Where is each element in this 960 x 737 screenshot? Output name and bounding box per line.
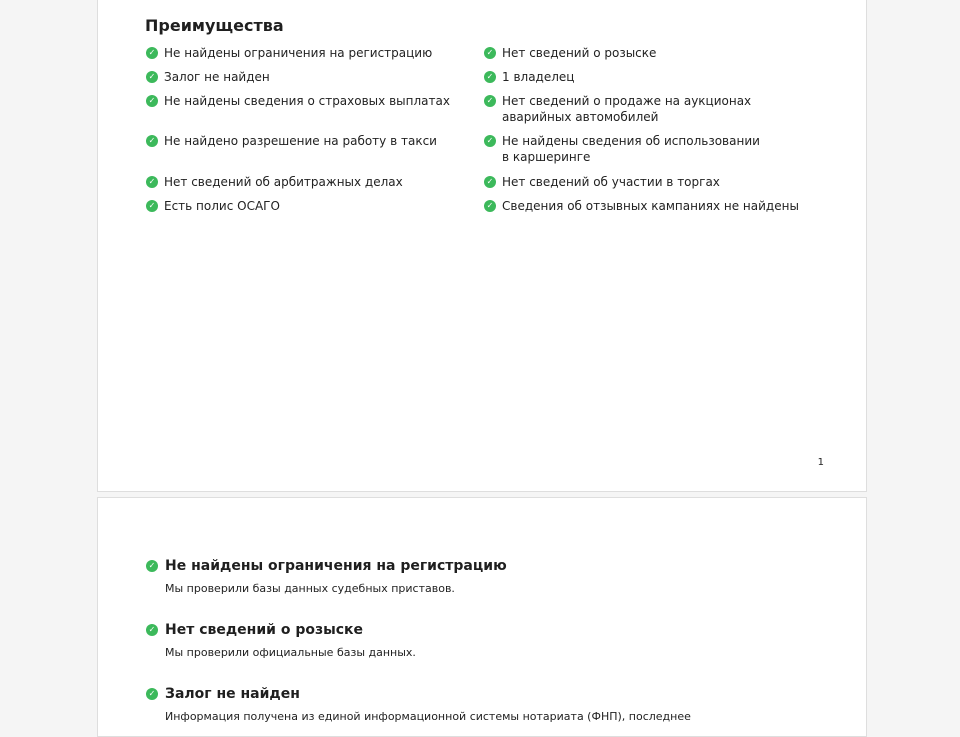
check-circle-icon: ✓ [146,135,158,147]
check-circle-icon: ✓ [484,176,496,188]
advantages-list-left [146,45,476,214]
detail-description: Информация получена из единой информационной системы нотариата (ФНП), последнее [165,710,691,723]
check-circle-icon: ✓ [146,624,158,636]
detail-header [146,621,836,639]
detail-description: Мы проверили базы данных судебных приставов. [165,582,455,595]
advantage-item [146,93,476,109]
check-circle-icon: ✓ [484,200,496,212]
advantages-list-right [484,45,814,214]
advantage-label: Не найдены сведения об использовании в каршеринге [502,134,760,164]
advantage-item [146,69,476,85]
check-circle-icon: ✓ [146,688,158,700]
advantage-item [484,93,812,125]
check-circle-icon: ✓ [146,560,158,572]
check-circle-icon: ✓ [146,95,158,107]
advantage-label: Не найдены сведения о страховых выплатах [164,94,450,108]
detail-header [146,557,836,575]
check-circle-icon: ✓ [146,176,158,188]
advantage-label: Нет сведений о розыске [502,46,657,60]
detail-title: Нет сведений о розыске [165,622,364,638]
advantage-item [484,198,814,214]
advantage-item [484,174,814,190]
advantage-item [484,69,814,85]
check-circle-icon: ✓ [484,135,496,147]
section-title-advantages: Преимущества [145,16,284,35]
detail-item [146,621,836,660]
detail-header [146,685,836,703]
advantage-label: 1 владелец [502,70,575,84]
check-circle-icon: ✓ [146,47,158,59]
check-circle-icon: ✓ [146,71,158,83]
check-circle-icon: ✓ [484,71,496,83]
advantage-item [146,198,476,214]
detail-title: Не найдены ограничения на регистрацию [165,558,507,574]
advantage-label: Не найдено разрешение на работу в такси [164,134,437,148]
advantage-label: Есть полис ОСАГО [164,199,280,213]
advantage-label: Не найдены ограничения на регистрацию [164,46,433,60]
detail-title: Залог не найден [165,686,300,702]
detail-description: Мы проверили официальные базы данных. [165,646,416,659]
check-circle-icon: ✓ [146,200,158,212]
advantage-label: Залог не найден [164,70,270,84]
advantage-item [484,133,767,165]
advantage-item [146,133,476,149]
detail-item [146,557,836,596]
advantage-item [484,45,814,61]
advantage-label: Нет сведений об арбитражных делах [164,175,403,189]
report-page-2 [97,497,867,737]
detail-item [146,685,836,724]
advantage-item [146,174,476,190]
advantage-label: Сведения об отзывных кампаниях не найдены [502,199,799,213]
check-circle-icon: ✓ [484,47,496,59]
check-circle-icon: ✓ [484,95,496,107]
page-number: 1 [817,457,824,468]
report-page-1 [97,0,867,492]
advantage-item [146,45,476,61]
advantage-label: Нет сведений об участии в торгах [502,175,720,189]
advantage-label: Нет сведений о продаже на аукционах аварийных автомобилей [502,94,752,124]
